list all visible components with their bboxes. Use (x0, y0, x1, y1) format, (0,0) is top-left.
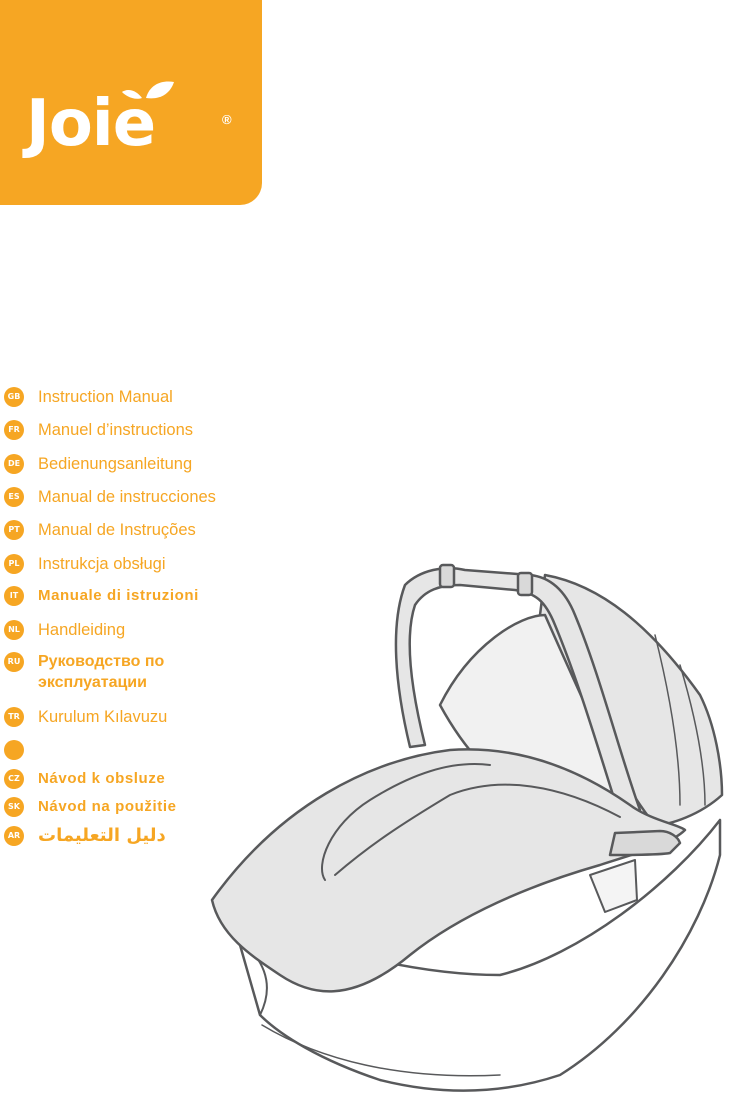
language-badge: CZ (4, 769, 24, 789)
language-label: Manuale di istruzioni (38, 587, 199, 604)
language-label: Kurulum Kılavuzu (38, 708, 168, 726)
language-label: Instrukcja obsługi (38, 555, 166, 573)
brand-name: Joie (26, 87, 156, 161)
language-label: Manual de Instruções (38, 521, 196, 539)
language-badge: AR (4, 826, 24, 846)
language-badge: PT (4, 520, 24, 540)
language-badge: GB (4, 387, 24, 407)
language-badge (4, 740, 24, 760)
language-badge: IT (4, 586, 24, 606)
language-badge: FR (4, 420, 24, 440)
language-label: Manuel d’instructions (38, 421, 193, 439)
language-badge: SK (4, 797, 24, 817)
language-badge: NL (4, 620, 24, 640)
language-badge: TR (4, 707, 24, 727)
language-label: Bedienungsanleitung (38, 455, 193, 473)
language-label: دليل التعليمات (38, 825, 166, 846)
language-badge: DE (4, 454, 24, 474)
language-badge: PL (4, 554, 24, 574)
language-label: Handleiding (38, 621, 126, 639)
language-badge: RU (4, 652, 24, 672)
language-badge: ES (4, 487, 24, 507)
language-label: Instruction Manual (38, 388, 173, 406)
language-label: Návod k obsluze (38, 770, 166, 787)
language-label: Návod na použitie (38, 798, 177, 815)
carrycot-illustration (200, 555, 730, 1100)
language-label: Manual de instrucciones (38, 488, 216, 506)
registered-mark: ® (222, 112, 232, 127)
language-label: Руководство по эксплуатации (38, 653, 165, 691)
